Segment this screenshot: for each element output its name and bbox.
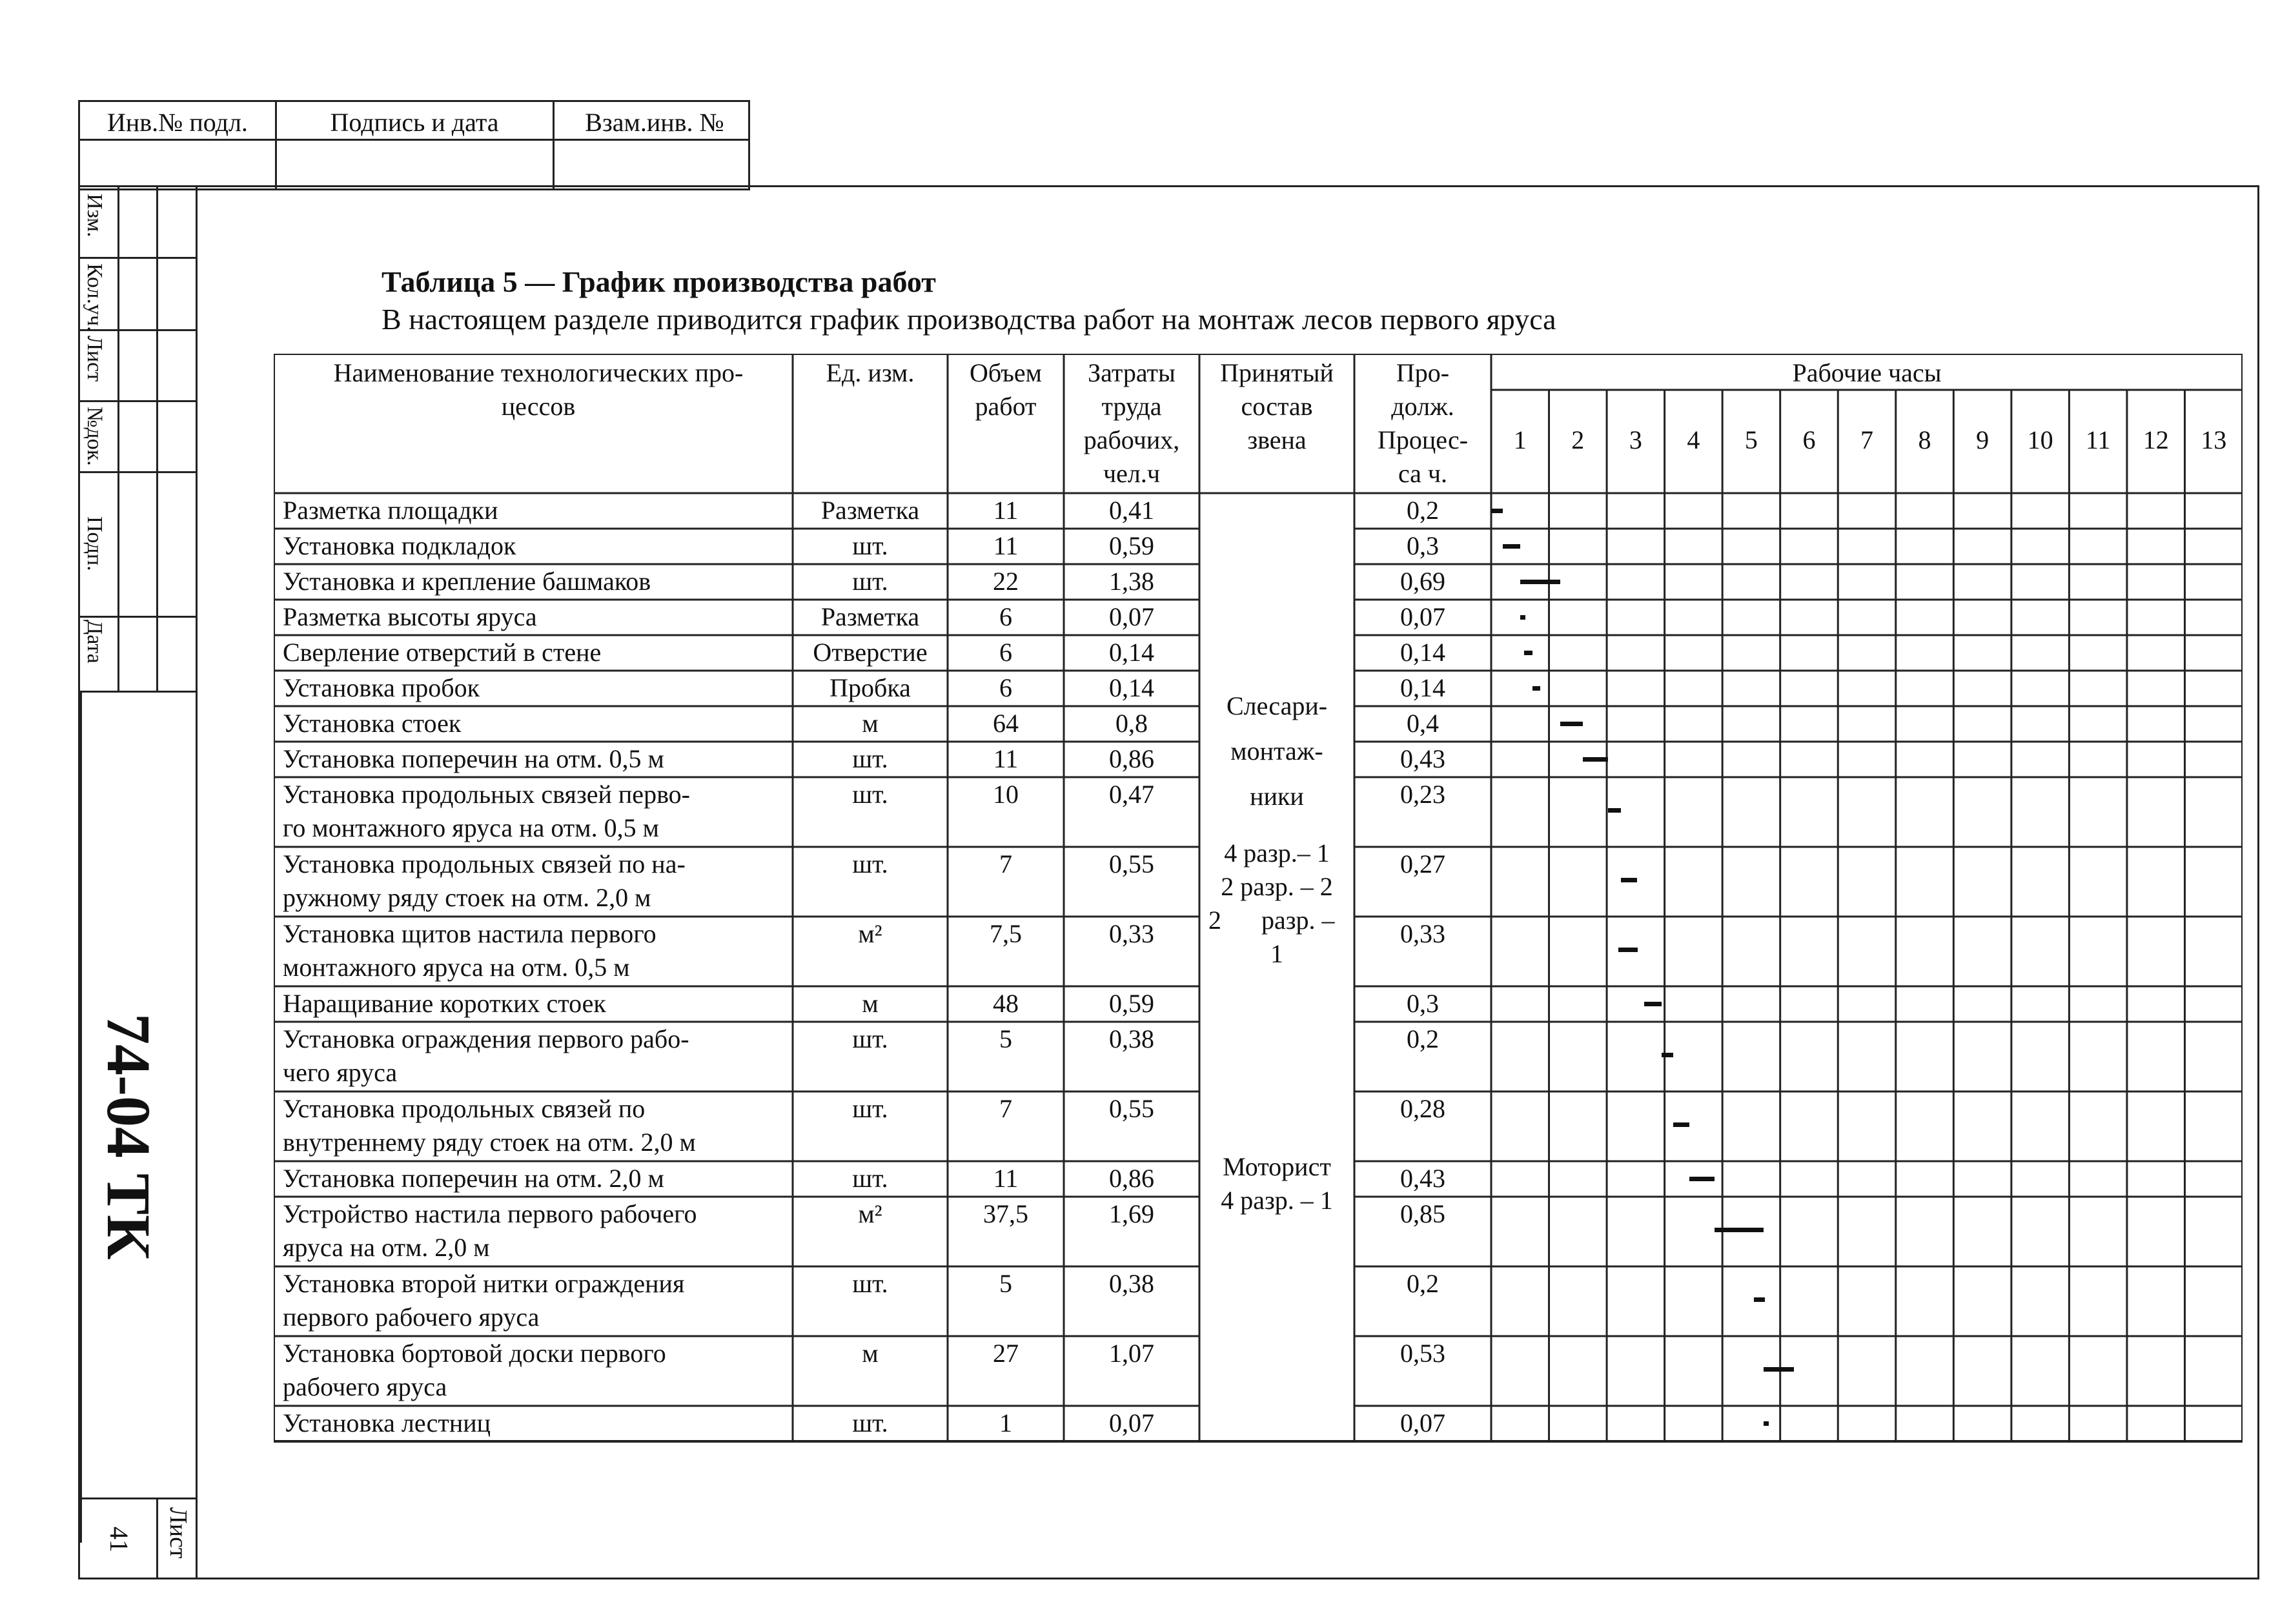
row-5-gantt-bar	[1524, 651, 1532, 655]
row-4-name-line1: Разметка высоты яруса	[283, 602, 537, 631]
row-19-unit: шт.	[852, 1408, 888, 1437]
hour-number-1: 1	[1513, 425, 1527, 454]
row-7-name-line1: Установка стоек	[283, 709, 462, 738]
row-2-duration: 0,3	[1407, 531, 1439, 560]
strip-data-label: Дата	[83, 620, 107, 664]
row-11-unit: м²	[858, 919, 882, 948]
row-16-volume: 37,5	[983, 1199, 1028, 1228]
row-15-volume: 11	[993, 1164, 1019, 1193]
hour-number-4: 4	[1687, 425, 1700, 454]
row-11-volume: 7,5	[990, 919, 1022, 948]
row-13-volume: 5	[999, 1024, 1012, 1053]
header-working-hours: Рабочие часы	[1792, 358, 1942, 387]
row-17-volume: 5	[999, 1269, 1012, 1298]
row-13-duration: 0,2	[1407, 1024, 1439, 1053]
hour-number-2: 2	[1571, 425, 1585, 454]
row-11-labor: 0,33	[1109, 919, 1154, 948]
row-4-volume: 6	[999, 602, 1012, 631]
row-17-name-line1: Установка второй нитки ограждения	[283, 1269, 685, 1298]
row-1-labor: 0,41	[1109, 496, 1154, 525]
row-14-gantt-bar	[1673, 1122, 1689, 1127]
row-4-unit: Разметка	[820, 602, 920, 631]
row-3-labor: 1,38	[1109, 567, 1154, 596]
row-8-name-line1: Установка поперечин на отм. 0,5 м	[283, 744, 664, 773]
row-2-gantt-bar	[1503, 544, 1520, 549]
row-9-name-line2: го монтажного яруса на отм. 0,5 м	[283, 813, 659, 842]
row-2-labor: 0,59	[1109, 531, 1154, 560]
row-4-duration: 0,07	[1400, 602, 1445, 631]
strip-list-label: Лист	[83, 336, 107, 382]
row-11-name-line1: Установка щитов настила первого	[283, 919, 657, 948]
row-2-volume: 11	[993, 531, 1019, 560]
row-13-labor: 0,38	[1109, 1024, 1154, 1053]
row-10-labor: 0,55	[1109, 849, 1154, 878]
hour-number-8: 8	[1918, 425, 1931, 454]
row-10-name-line2: ружному ряду стоек на отм. 2,0 м	[283, 883, 651, 912]
row-7-labor: 0,8	[1115, 709, 1148, 738]
row-6-gantt-bar	[1532, 686, 1541, 691]
row-3-gantt-bar	[1520, 580, 1560, 584]
crew-line6a: 2	[1208, 906, 1221, 935]
row-1-name-line1: Разметка площадки	[283, 496, 498, 525]
header-duration-line2: долж.	[1391, 392, 1454, 421]
row-16-name-line1: Устройство настила первого рабочего	[283, 1199, 697, 1228]
strip-podp-label: Подп.	[83, 516, 107, 571]
crew-line5: 2 разр. – 2	[1221, 872, 1333, 901]
row-19-name-line1: Установка лестниц	[283, 1408, 491, 1437]
crew-line8: Моторист	[1223, 1152, 1331, 1181]
hour-number-13: 13	[2201, 425, 2227, 454]
hour-number-9: 9	[1976, 425, 1990, 454]
row-15-name-line1: Установка поперечин на отм. 2,0 м	[283, 1164, 664, 1193]
row-4-labor: 0,07	[1109, 602, 1154, 631]
hour-number-12: 12	[2143, 425, 2169, 454]
header-duration-line1: Про-	[1396, 358, 1450, 387]
row-11-gantt-bar	[1618, 948, 1638, 952]
row-17-gantt-bar	[1754, 1297, 1766, 1302]
header-labor-line4: чел.ч	[1103, 459, 1160, 488]
header-volume-line2: работ	[975, 392, 1037, 421]
row-18-labor: 1,07	[1109, 1339, 1154, 1368]
row-9-unit: шт.	[852, 780, 888, 809]
row-8-gantt-bar	[1583, 757, 1608, 762]
strip-izm-label: Изм.	[83, 194, 107, 238]
row-16-duration: 0,85	[1400, 1199, 1445, 1228]
row-6-labor: 0,14	[1109, 673, 1154, 702]
row-15-duration: 0,43	[1400, 1164, 1445, 1193]
row-13-name-line2: чего яруса	[283, 1058, 398, 1087]
header-duration-line4: са ч.	[1398, 459, 1448, 488]
crew-line7: 1	[1270, 939, 1283, 968]
row-9-name-line1: Установка продольных связей перво-	[283, 780, 690, 809]
document-code: 74-04 ТК	[94, 1013, 163, 1260]
row-12-unit: м	[862, 989, 879, 1018]
row-14-duration: 0,28	[1400, 1094, 1445, 1123]
row-3-duration: 0,69	[1400, 567, 1445, 596]
row-10-unit: шт.	[852, 849, 888, 878]
strip-n-dok-label: №док.	[83, 407, 107, 466]
row-10-duration: 0,27	[1400, 849, 1445, 878]
row-6-volume: 6	[999, 673, 1012, 702]
crew-line1: Слесари-	[1226, 691, 1328, 720]
stamp-inv-podl-label: Инв.№ подл.	[107, 108, 248, 137]
row-16-name-line2: яруса на отм. 2,0 м	[283, 1233, 490, 1262]
row-16-unit: м²	[858, 1199, 882, 1228]
schedule-table	[274, 354, 2243, 1452]
row-6-duration: 0,14	[1400, 673, 1445, 702]
hour-number-6: 6	[1802, 425, 1816, 454]
row-5-labor: 0,14	[1109, 638, 1154, 667]
row-6-name-line1: Установка пробок	[283, 673, 480, 702]
stamp-vzam-label: Взам.инв. №	[585, 108, 724, 137]
row-18-name-line2: рабочего яруса	[283, 1372, 447, 1401]
row-1-volume: 11	[993, 496, 1019, 525]
row-8-labor: 0,86	[1109, 744, 1154, 773]
strip-kol-uch-label: Кол.уч.	[83, 263, 107, 332]
hour-number-5: 5	[1744, 425, 1758, 454]
row-5-unit: Отверстие	[813, 638, 928, 667]
row-17-unit: шт.	[852, 1269, 888, 1298]
row-7-duration: 0,4	[1407, 709, 1439, 738]
row-5-volume: 6	[999, 638, 1012, 667]
row-12-duration: 0,3	[1407, 989, 1439, 1018]
row-7-unit: м	[862, 709, 879, 738]
row-19-labor: 0,07	[1109, 1408, 1154, 1437]
row-17-labor: 0,38	[1109, 1269, 1154, 1298]
hour-number-7: 7	[1860, 425, 1873, 454]
header-volume-line1: Объем	[970, 358, 1042, 387]
header-crew-line2: состав	[1241, 392, 1313, 421]
row-8-unit: шт.	[852, 744, 888, 773]
row-13-gantt-bar	[1662, 1053, 1673, 1057]
row-3-name-line1: Установка и крепление башмаков	[283, 567, 651, 596]
header-crew-line1: Принятый	[1220, 358, 1334, 387]
row-9-volume: 10	[993, 780, 1019, 809]
crew-line4: 4 разр.– 1	[1224, 838, 1330, 868]
row-7-volume: 64	[993, 709, 1019, 738]
row-18-volume: 27	[993, 1339, 1019, 1368]
row-14-labor: 0,55	[1109, 1094, 1154, 1123]
row-9-gantt-bar	[1608, 808, 1622, 813]
table-title: Таблица 5 — График производства работ	[382, 265, 936, 298]
row-3-unit: шт.	[852, 567, 888, 596]
row-18-unit: м	[862, 1339, 879, 1368]
header-crew-line3: звена	[1247, 425, 1307, 454]
row-19-duration: 0,07	[1400, 1408, 1445, 1437]
row-15-labor: 0,86	[1109, 1164, 1154, 1193]
crew-line9: 4 разр. – 1	[1221, 1186, 1333, 1215]
left-title-strip	[78, 185, 197, 1579]
hour-number-3: 3	[1629, 425, 1642, 454]
row-10-gantt-bar	[1621, 878, 1636, 882]
row-18-gantt-bar	[1764, 1367, 1794, 1372]
row-18-duration: 0,53	[1400, 1339, 1445, 1368]
row-16-gantt-bar	[1715, 1228, 1764, 1232]
row-5-name-line1: Сверление отверстий в стене	[283, 638, 602, 667]
header-labor-line2: труда	[1101, 392, 1162, 421]
crew-line3: ники	[1250, 782, 1304, 811]
header-unit: Ед. изм.	[826, 358, 915, 387]
header-labor-line3: рабочих,	[1083, 425, 1180, 454]
header-duration-line3: Процес-	[1377, 425, 1469, 454]
row-13-unit: шт.	[852, 1024, 888, 1053]
row-9-labor: 0,47	[1109, 780, 1154, 809]
row-1-duration: 0,2	[1407, 496, 1439, 525]
row-19-gantt-bar	[1764, 1421, 1769, 1426]
row-8-volume: 11	[993, 744, 1019, 773]
row-4-gantt-bar	[1520, 615, 1525, 620]
hour-number-10: 10	[2027, 425, 2053, 454]
row-19-volume: 1	[999, 1408, 1012, 1437]
approval-stamp	[78, 100, 750, 190]
row-17-name-line2: первого рабочего яруса	[283, 1303, 540, 1332]
row-16-labor: 1,69	[1109, 1199, 1154, 1228]
row-14-unit: шт.	[852, 1094, 888, 1123]
row-12-name-line1: Наращивание коротких стоек	[283, 989, 606, 1018]
row-6-unit: Пробка	[830, 673, 911, 702]
header-name-line2: цессов	[501, 392, 576, 421]
row-2-unit: шт.	[852, 531, 888, 560]
row-11-name-line2: монтажного яруса на отм. 0,5 м	[283, 953, 630, 982]
row-10-volume: 7	[999, 849, 1012, 878]
row-7-gantt-bar	[1560, 722, 1583, 726]
row-1-unit: Разметка	[820, 496, 920, 525]
sheet-label: Лист	[165, 1507, 192, 1559]
row-12-volume: 48	[993, 989, 1019, 1018]
crew-line2: монтаж-	[1230, 736, 1323, 766]
row-8-duration: 0,43	[1400, 744, 1445, 773]
hour-number-11: 11	[2085, 425, 2111, 454]
row-15-gantt-bar	[1689, 1177, 1715, 1181]
stamp-signature-label: Подпись и дата	[330, 108, 499, 137]
row-12-labor: 0,59	[1109, 989, 1154, 1018]
header-name-line1: Наименование технологических про-	[333, 358, 744, 387]
row-18-name-line1: Установка бортовой доски первого	[283, 1339, 666, 1368]
crew-line6b: разр. –	[1261, 906, 1335, 935]
row-3-volume: 22	[993, 567, 1019, 596]
row-9-duration: 0,23	[1400, 780, 1445, 809]
row-11-duration: 0,33	[1400, 919, 1445, 948]
row-10-name-line1: Установка продольных связей по на-	[283, 849, 686, 878]
sheet-number: 41	[105, 1527, 134, 1552]
row-12-gantt-bar	[1644, 1002, 1662, 1006]
row-14-volume: 7	[999, 1094, 1012, 1123]
row-17-duration: 0,2	[1407, 1269, 1439, 1298]
row-1-gantt-bar	[1491, 509, 1503, 513]
row-14-name-line2: внутреннему ряду стоек на отм. 2,0 м	[283, 1128, 696, 1157]
row-15-unit: шт.	[852, 1164, 888, 1193]
row-2-name-line1: Установка подкладок	[283, 531, 516, 560]
row-14-name-line1: Установка продольных связей по	[283, 1094, 646, 1123]
row-13-name-line1: Установка ограждения первого рабо-	[283, 1024, 689, 1053]
row-5-duration: 0,14	[1400, 638, 1445, 667]
table-subtitle: В настоящем разделе приводится график производства работ на монтаж лесов первого яруса	[382, 303, 1556, 336]
header-labor-line1: Затраты	[1088, 358, 1176, 387]
